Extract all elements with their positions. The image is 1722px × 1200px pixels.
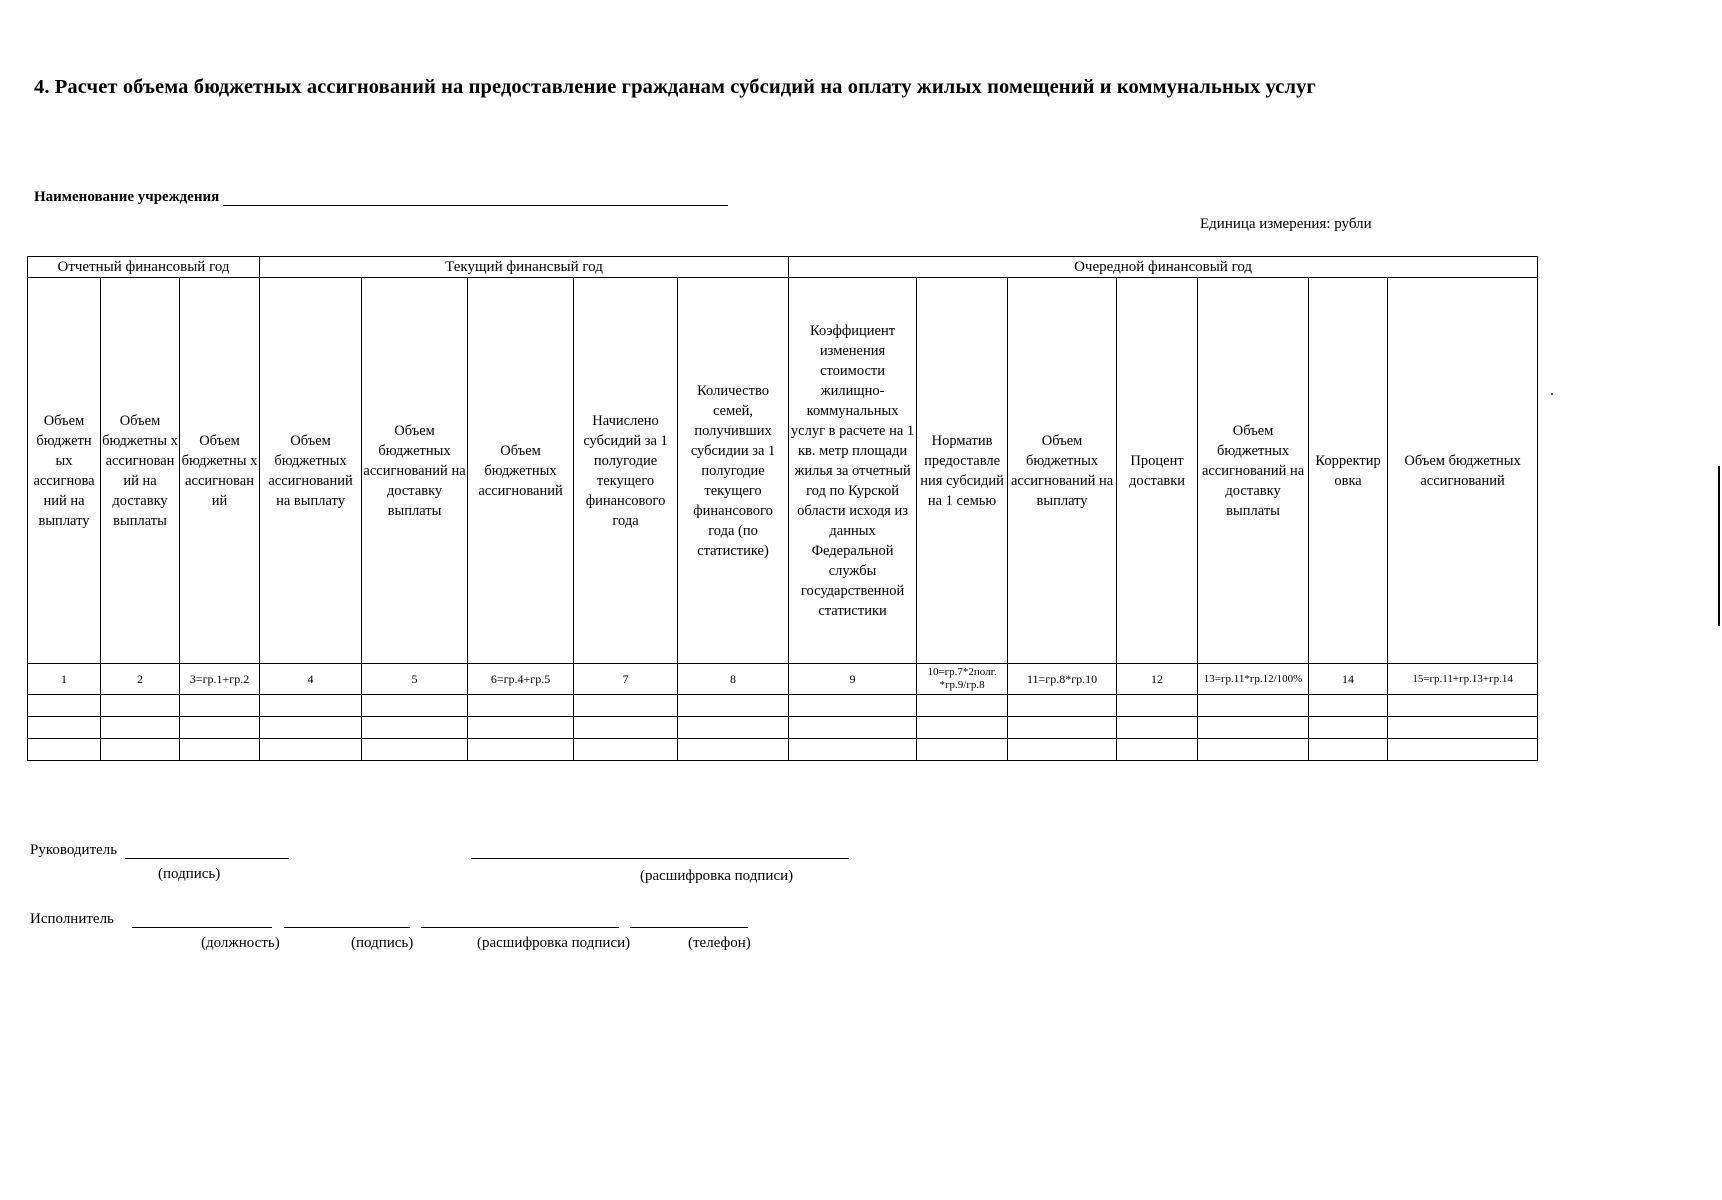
- table-cell[interactable]: [260, 717, 362, 739]
- column-number-row: [28, 664, 1538, 695]
- table-cell[interactable]: [917, 695, 1008, 717]
- table-cell[interactable]: [260, 739, 362, 761]
- budget-calculation-table: [27, 256, 1538, 761]
- institution-label: Наименование учреждения: [34, 189, 220, 205]
- column-number: 3=гр.1+гр.2: [180, 664, 260, 695]
- head-signature-line[interactable]: [125, 858, 289, 859]
- scan-speck: [1551, 393, 1553, 395]
- column-header: Объем бюджетных ассигнований на доставку выплаты: [362, 278, 468, 664]
- group-reporting-year: Отчетный финансовый год: [28, 257, 260, 278]
- table-cell[interactable]: [1309, 739, 1388, 761]
- table-cell[interactable]: [1008, 717, 1117, 739]
- column-header: Начислено субсидий за 1 полугодие текущего финансового года: [574, 278, 678, 664]
- head-label: Руководитель: [30, 842, 118, 858]
- column-header: Объем бюджетны х ассигнован ий: [180, 278, 260, 664]
- table-cell[interactable]: [678, 739, 789, 761]
- table-cell[interactable]: [362, 717, 468, 739]
- table-cell[interactable]: [574, 739, 678, 761]
- table-cell[interactable]: [1198, 695, 1309, 717]
- table-cell[interactable]: [468, 717, 574, 739]
- column-header: Объем бюджетн ых ассигнова ний на выплату: [28, 278, 101, 664]
- table-cell[interactable]: [1117, 695, 1198, 717]
- table-cell[interactable]: [1198, 739, 1309, 761]
- table-cell[interactable]: [1309, 695, 1388, 717]
- table-cell[interactable]: [180, 717, 260, 739]
- table-cell[interactable]: [1008, 739, 1117, 761]
- table-cell[interactable]: [180, 695, 260, 717]
- table-cell[interactable]: [260, 695, 362, 717]
- column-number: 11=гр.8*гр.10: [1008, 664, 1117, 695]
- column-header: Объем бюджетных ассигнований: [468, 278, 574, 664]
- column-header: Норматив предоставле ния субсидий на 1 семью: [917, 278, 1008, 664]
- column-number: 15=гр.11+гр.13+гр.14: [1388, 664, 1538, 695]
- table-cell[interactable]: [574, 695, 678, 717]
- table-cell[interactable]: [789, 739, 917, 761]
- table-cell[interactable]: [468, 739, 574, 761]
- column-header: Объем бюджетных ассигнований на выплату: [1008, 278, 1117, 664]
- group-next-year: Очередной финансовый год: [789, 257, 1538, 278]
- executor-position-caption: (должность): [201, 935, 280, 951]
- table-cell[interactable]: [1198, 717, 1309, 739]
- executor-decode-line[interactable]: [421, 927, 619, 928]
- column-header: Коэффициент изменения стоимости жилищно-коммунальных услуг в расчете на 1 кв. метр площади жилья за отчетный год по Курской области исходя из данных Федеральной службы государственной статистики: [789, 278, 917, 664]
- table-cell[interactable]: [1388, 739, 1538, 761]
- column-number: 13=гр.11*гр.12/100%: [1198, 664, 1309, 695]
- group-current-year: Текущий финансвый год: [260, 257, 789, 278]
- table-cell[interactable]: [1388, 695, 1538, 717]
- group-header-row: [28, 257, 1538, 278]
- scan-edge-mark: [1718, 466, 1720, 626]
- table-cell[interactable]: [1008, 695, 1117, 717]
- table-cell[interactable]: [574, 717, 678, 739]
- table-cell[interactable]: [101, 717, 180, 739]
- table-cell[interactable]: [789, 717, 917, 739]
- table-cell[interactable]: [28, 739, 101, 761]
- executor-label: Исполнитель: [30, 911, 114, 927]
- column-header: Количество семей, получивших субсидии за 1 полугодие текущего финансового года (по статистике): [678, 278, 789, 664]
- table-cell[interactable]: [28, 717, 101, 739]
- executor-position-line[interactable]: [132, 927, 272, 928]
- executor-decode-caption: (расшифровка подписи): [477, 935, 631, 951]
- column-number: 4: [260, 664, 362, 695]
- column-header: Объем бюджетны х ассигнован ий на доставку выплаты: [101, 278, 180, 664]
- table-cell[interactable]: [1309, 717, 1388, 739]
- table-cell[interactable]: [468, 695, 574, 717]
- column-header: Объем бюджетных ассигнований на выплату: [260, 278, 362, 664]
- column-number: 1: [28, 664, 101, 695]
- form-title: 4. Расчет объема бюджетных ассигнований на предоставление гражданам субсидий на оплату жилых помещений и коммунальных услуг: [34, 76, 1316, 98]
- column-number: 5: [362, 664, 468, 695]
- table-cell[interactable]: [1117, 739, 1198, 761]
- column-header: Объем бюджетных ассигнований: [1388, 278, 1538, 664]
- column-number: 8: [678, 664, 789, 695]
- units-label: Единица измерения: рубли: [1200, 216, 1372, 232]
- table-cell[interactable]: [180, 739, 260, 761]
- column-number: 2: [101, 664, 180, 695]
- table-row: [28, 739, 1538, 761]
- table-cell[interactable]: [101, 739, 180, 761]
- table-cell[interactable]: [101, 695, 180, 717]
- table-cell[interactable]: [28, 695, 101, 717]
- column-number: 7: [574, 664, 678, 695]
- column-header: Процент доставки: [1117, 278, 1198, 664]
- column-header: Объем бюджетных ассигнований на доставку выплаты: [1198, 278, 1309, 664]
- table-cell[interactable]: [917, 739, 1008, 761]
- executor-phone-caption: (телефон): [688, 935, 751, 951]
- column-header: Корректир овка: [1309, 278, 1388, 664]
- table-cell[interactable]: [1388, 717, 1538, 739]
- institution-underline[interactable]: [223, 189, 728, 206]
- table-row: [28, 717, 1538, 739]
- column-number: 6=гр.4+гр.5: [468, 664, 574, 695]
- table-cell[interactable]: [362, 695, 468, 717]
- table-cell[interactable]: [917, 717, 1008, 739]
- head-decode-line[interactable]: [471, 858, 849, 859]
- table-row: [28, 695, 1538, 717]
- column-number: 10=гр.7*2полг. *гр.9/гр.8: [917, 664, 1008, 695]
- head-sign-caption: (подпись): [158, 866, 221, 882]
- column-number: 14: [1309, 664, 1388, 695]
- column-header-row: [28, 278, 1538, 664]
- column-number: 9: [789, 664, 917, 695]
- table-cell[interactable]: [678, 695, 789, 717]
- table-cell[interactable]: [362, 739, 468, 761]
- table-cell[interactable]: [789, 695, 917, 717]
- column-number: 12: [1117, 664, 1198, 695]
- executor-signature-line[interactable]: [284, 927, 410, 928]
- table-cell[interactable]: [678, 717, 789, 739]
- executor-phone-line[interactable]: [630, 927, 748, 928]
- institution-field: [34, 189, 728, 206]
- table-cell[interactable]: [1117, 717, 1198, 739]
- executor-sign-caption: (подпись): [351, 935, 414, 951]
- head-decode-caption: (расшифровка подписи): [640, 868, 794, 884]
